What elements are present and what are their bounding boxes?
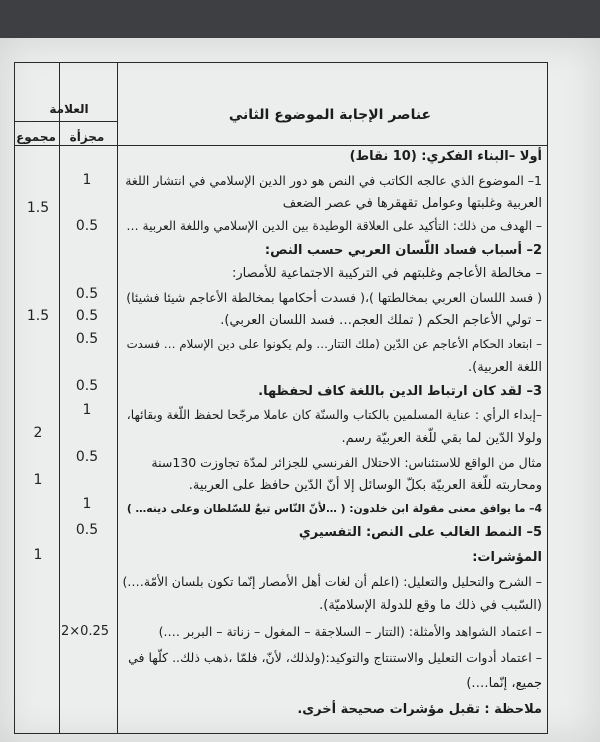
answer-line: – اعتماد أدوات التعليل والاستنتاج والتوكيد:(ولذلك، لأنّ، فلمّا ،ذهب ذلك.. كلّها في <box>128 650 542 665</box>
part-mark: 2×0.25 <box>60 624 110 639</box>
header-bottom-divider <box>15 145 547 146</box>
answer-line: – الهدف من ذلك: التأكيد على العلاقة الوطيدة بين الدين الإسلامي واللغة العربية … <box>126 219 542 233</box>
answer-line: ولولا الدّين لما بقي للّغة العربيّة رسم. <box>341 431 542 446</box>
answer-line: –إبداء الرأي : عناية المسلمين بالكتاب والسنّة كان عاملا مرجّحا لحفظ اللّغة وبقائها، <box>126 408 542 422</box>
total-mark: 1 <box>33 547 43 563</box>
part-mark: 1 <box>82 402 92 418</box>
part-column-header: مجزأة <box>69 130 105 144</box>
part-mark: 0.5 <box>75 218 99 234</box>
total-mark: 1.5 <box>26 308 50 324</box>
part-mark: 0.5 <box>75 286 99 302</box>
answer-line: – مخالطة الأعاجم وغلبتهم في التركيبة الاجتماعية للأمصار: <box>231 266 542 281</box>
part-mark: 0.5 <box>75 308 99 324</box>
mark-header-label: العلامة <box>49 102 89 116</box>
part-mark: 0.5 <box>75 378 99 394</box>
answer-line: 1– الموضوع الذي عالجه الكاتب في النص هو دور الدين الإسلامي في انتشار اللغة <box>125 173 542 188</box>
answer-line: – الشرح والتحليل والتعليل: (اعلم أن لغات أهل الأمصار إنّما تكون بلسان الأمّة….) <box>122 574 542 589</box>
answer-line: المؤشرات: <box>472 550 542 565</box>
total-mark: 1 <box>33 472 43 488</box>
answer-line: جميع، إنّما….) <box>466 676 542 691</box>
answer-line: – ابتعاد الحكام الأعاجم عن الدّين (ملك التتار… ولم يكونوا على دين الإسلام … فسدت <box>126 337 542 351</box>
mark-header-divider <box>15 121 117 122</box>
answer-line: (السّبب في ذلك ما وقع للدولة الإسلاميّة). <box>319 598 542 613</box>
total-mark: 1.5 <box>26 200 50 216</box>
part-mark: 0.5 <box>75 449 99 465</box>
answer-line: 3– لقد كان ارتباط الدين باللغة كاف لحفظها. <box>258 384 542 399</box>
part-mark: 0.5 <box>75 331 99 347</box>
part-mark: 1 <box>82 496 92 512</box>
answer-line: اللغة العربية). <box>468 360 542 375</box>
total-mark: 2 <box>33 425 43 441</box>
answer-line: – تولي الأعاجم الحكم ( تملك العجم… فسد اللسان العربي). <box>220 313 542 328</box>
answer-line: 2– أسباب فساد اللّسان العربي حسب النص: <box>264 243 542 258</box>
answer-line: – اعتماد الشواهد والأمثلة: (التتار – السلاجقة – المغول – زناتة – البربر ….) <box>158 624 542 639</box>
table-title: عناصر الإجابة الموضوع الثاني <box>228 107 432 123</box>
answer-line: 5– النمط الغالب على النص: التفسيري <box>298 525 542 540</box>
answer-line: العربية وغلبتها وعوامل تقهقرها في عصر الضعف <box>282 196 542 211</box>
answer-line: مثال من الواقع للاستئناس: الاحتلال الفرنسي للجزائر لمدّة تجاوزت 130سنة <box>151 455 542 470</box>
answer-line: ( فسد اللسان العربي بمخالطتها )،( فسدت أحكامها بمخالطة الأعاجم شيئا فشيئا) <box>126 290 542 305</box>
section-heading: أولا –البناء الفكري: (10 نقاط) <box>349 149 542 164</box>
answer-line: ومحاربته للّغة العربيّة بكلّ الوسائل إلا أنّ الدّين حافظ على العربية. <box>188 478 542 493</box>
part-mark: 1 <box>82 172 92 188</box>
total-column-header: مجموع <box>16 130 56 144</box>
note-line: ملاحظة : تقبل مؤشرات صحيحة أخرى. <box>297 702 542 717</box>
answer-line: 4– ما يوافق معنى مقولة ابن خلدون: ( …لأنّ النّاس تبعٌ للسّلطان وعلى دينه… ) <box>126 502 542 515</box>
part-mark: 0.5 <box>75 522 99 538</box>
